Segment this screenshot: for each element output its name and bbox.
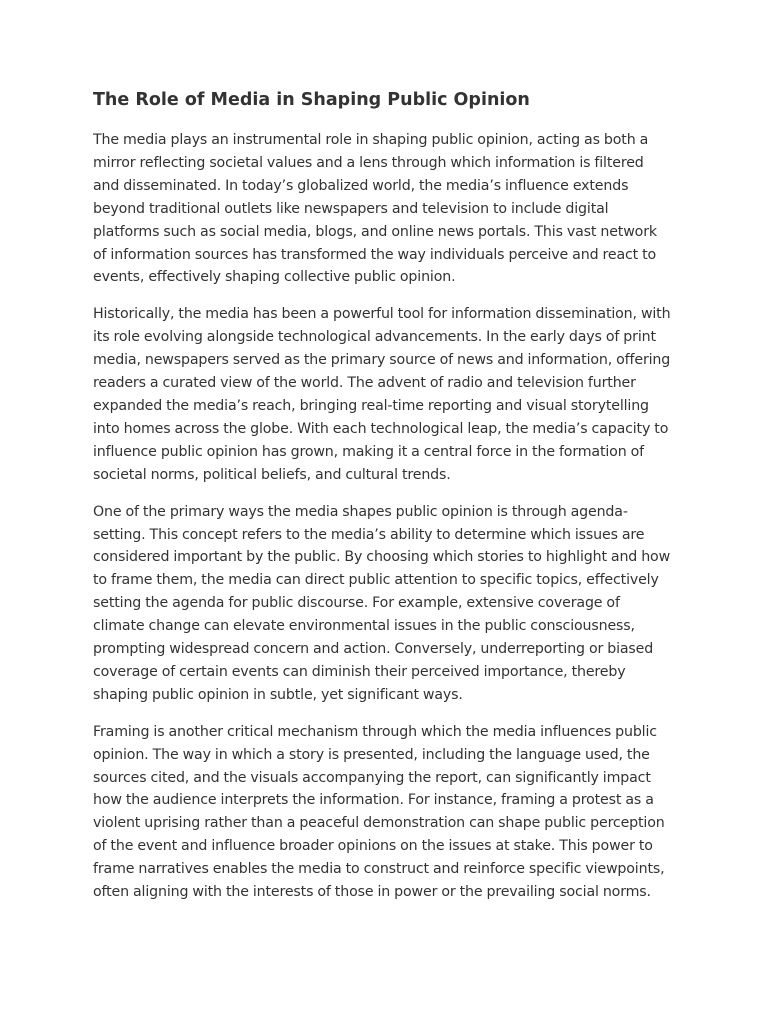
paragraph-history: Historically, the media has been a powerful tool for information dissemination, with its role evolving alongside technological advancements. In the early days of print media, newspapers served as the primary source of news and information, offering readers a curated view of the world. The advent of radio and television further expanded the media’s reach, bringing real-time reporting and visual storytelling into homes across the globe. With each technological leap, the media’s capacity to influence public opinion has grown, making it a central force in the formation of societal norms, political beliefs, and cultural trends. <box>93 306 671 483</box>
document-page <box>93 88 673 918</box>
paragraph-agenda-setting: One of the primary ways the media shapes public opinion is through agenda-setting. This concept refers to the media’s ability to determine which issues are considered important by the public. By choosing which stories to highlight and how to frame them, the media can direct public attention to specific topics, effectively setting the agenda for public discourse. For example, extensive coverage of climate change can elevate environmental issues in the public consciousness, prompting widespread concern and action. Conversely, underreporting or biased coverage of certain events can diminish their perceived importance, thereby shaping public opinion in subtle, yet significant ways. <box>93 503 671 703</box>
paragraph-intro: The media plays an instrumental role in shaping public opinion, acting as both a mirror reflecting societal values and a lens through which information is filtered and disseminated. In today’s globalized world, the media’s influence extends beyond traditional outlets like newspapers and television to include digital platforms such as social media, blogs, and online news portals. This vast network of information sources has transformed the way individuals perceive and react to events, effectively shaping collective public opinion. <box>93 132 657 286</box>
document-title: The Role of Media in Shaping Public Opinion <box>93 90 530 110</box>
paragraph-framing: Framing is another critical mechanism through which the media influences public opinion. The way in which a story is presented, including the language used, the sources cited, and the visuals accompanying the report, can significantly impact how the audience interprets the information. For instance, framing a protest as a violent uprising rather than a peaceful demonstration can shape public perception of the event and influence broader opinions on the issues at stake. This power to frame narratives enables the media to construct and reinforce specific viewpoints, often aligning with the interests of those in power or the prevailing social norms. <box>93 723 665 901</box>
